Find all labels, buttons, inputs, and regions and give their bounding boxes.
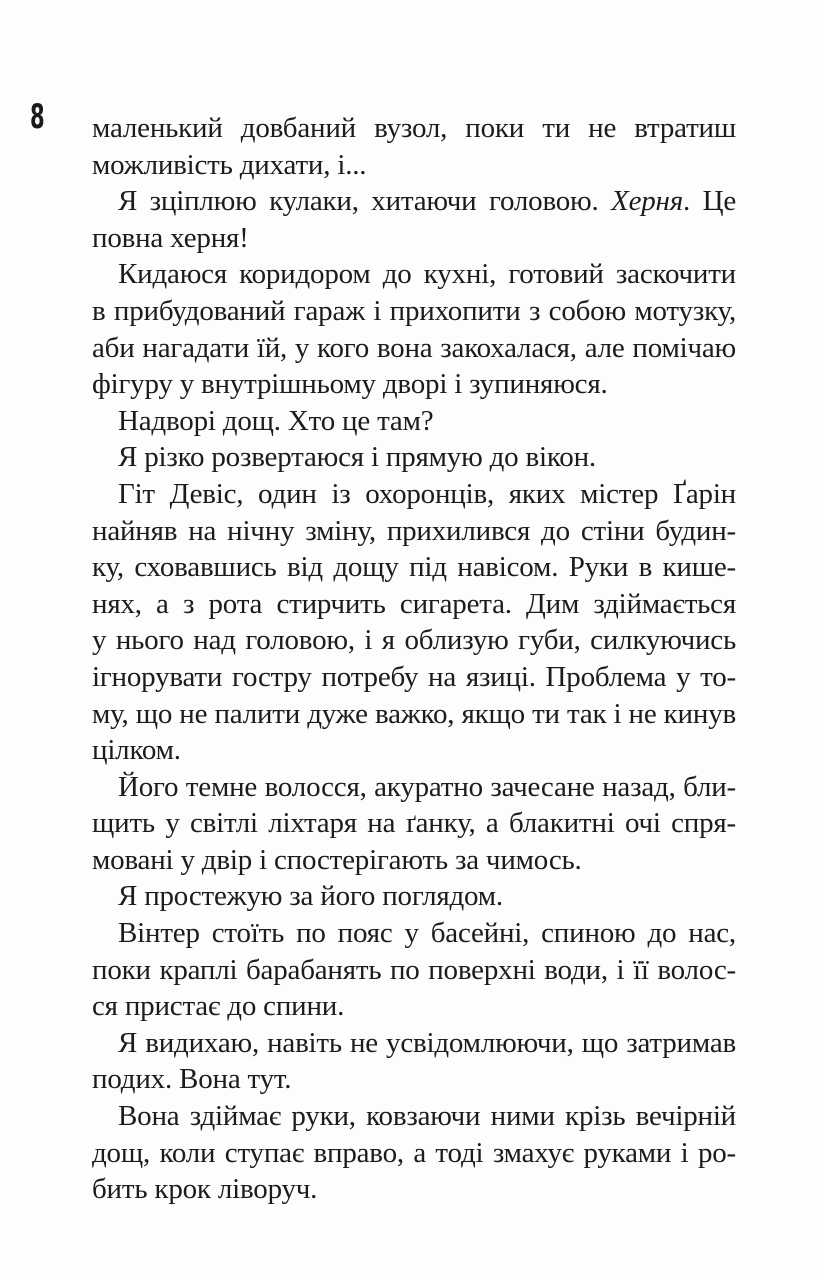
text-line: дощ, коли ступає вправо, а тоді змахує руками і ро-: [92, 1136, 736, 1169]
text-line: нях, а з рота стирчить сигарета. Дим здіймається: [92, 587, 736, 620]
text-line: в прибудований гараж і прихопити з собою мотузку,: [92, 294, 736, 327]
text-line: Я простежую за його поглядом.: [118, 880, 503, 913]
text-line: поки краплі барабанять по поверхні води, і її волос-: [92, 953, 736, 986]
text-line: повна херня!: [92, 221, 249, 254]
text-segment: . Це: [683, 185, 736, 218]
page-number: 8: [30, 97, 45, 137]
text-line: цілком.: [92, 734, 181, 767]
text-line: Надворі дощ. Хто це там?: [118, 404, 434, 437]
text-line: [92, 183, 736, 220]
text-line: ся пристає до спини.: [92, 990, 345, 1023]
text-line: Гіт Девіс, один із охоронців, яких містер Ґарін: [118, 477, 736, 510]
text-line: аби нагадати їй, у кого вона закохалася, але помічаю: [92, 331, 736, 364]
text-line: Я різко розвертаюся і прямую до вікон.: [118, 441, 596, 474]
text-line: Його темне волосся, акуратно зачесане назад, бли-: [118, 770, 736, 803]
text-line: ку, сховавшись від дощу під навісом. Руки в кише-: [92, 551, 736, 584]
text-line: щить у світлі ліхтаря на ґанку, а блакитні очі спря-: [92, 807, 736, 840]
text-line: Я видихаю, навіть не усвідомлюючи, що затримав: [118, 1026, 736, 1059]
text-segment: Я зціплюю кулаки, хитаючи головою.: [118, 185, 612, 218]
text-line: бить крок ліворуч.: [92, 1173, 318, 1206]
text-line: му, що не палити дуже важко, якщо ти так і не кинув: [92, 697, 736, 730]
text-line: Кидаюся коридором до кухні, готовий заскочити: [118, 258, 736, 291]
italic-word: Херня: [611, 185, 684, 218]
text-line: мовані у двір і спостерігають за чимось.: [92, 843, 582, 876]
text-line: можливість дихати, і...: [92, 148, 367, 181]
text-line: Вона здіймає руки, ковзаючи ними крізь вечірній: [118, 1100, 736, 1133]
text-line: найняв на нічну зміну, прихилився до стіни будин-: [92, 514, 736, 547]
body-text: [92, 110, 736, 1208]
text-line: фігуру у внутрішньому дворі і зупиняюся.: [92, 368, 608, 401]
text-line: маленький довбаний вузол, поки ти не втратиш: [92, 112, 736, 144]
text-line: Вінтер стоїть по пояс у басейні, спиною до нас,: [118, 917, 736, 950]
text-line: ігнорувати гостру потребу на язиці. Проблема у то-: [92, 660, 736, 693]
text-line: у нього над головою, і я облизую губи, силкуючись: [92, 624, 736, 657]
text-line: подих. Вона тут.: [92, 1063, 292, 1096]
